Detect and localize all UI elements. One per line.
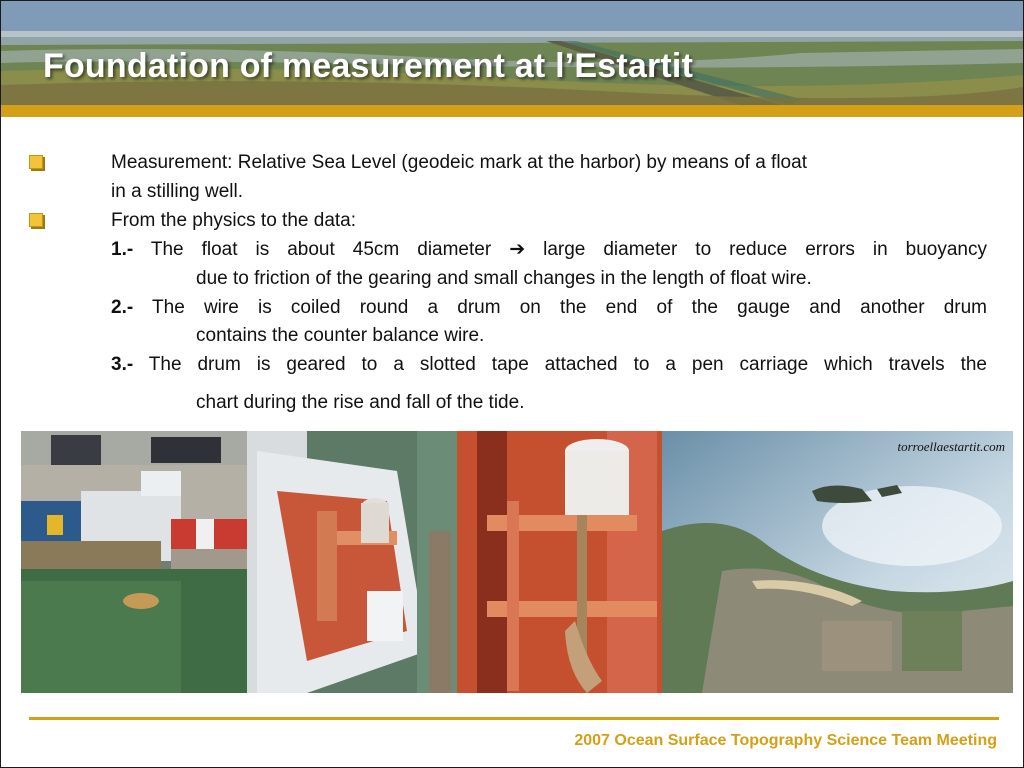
item-number: 1.- [111,239,134,260]
item-text: The wire is coiled round a drum on the end of the gauge and another drum [133,297,987,318]
header-banner [1,1,1023,105]
item-number: 2.- [111,297,134,318]
numbered-item-2 [111,294,987,323]
numbered-item-1 [111,236,987,265]
harbor-dock-photo [21,431,247,693]
header-accent-bar [1,105,1023,117]
bullet-marker [29,213,43,227]
photo-strip [21,431,1013,693]
bullet-text-line: Measurement: Relative Sea Level (geodeic mark at the harbor) by means of a float [111,152,807,173]
arrow-icon: ➔ [509,239,526,260]
footer-text: 2007 Ocean Surface Topography Science Team Meeting [574,732,997,749]
item-continuation: due to friction of the gearing and small changes in the length of float wire. [196,268,812,289]
stilling-well-photo [247,431,457,693]
item-text: The drum is geared to a slotted tape attached to a pen carriage which travels the [133,354,987,375]
footer-divider [29,717,999,720]
item-text: The float is about 45cm diameter [133,239,510,260]
item-number: 3.- [111,354,134,375]
slide-title: Foundation of measurement at l’Estartit [43,47,694,85]
numbered-item-3 [111,351,987,380]
item-continuation: chart during the rise and fall of the tide. [196,392,525,413]
drum-mechanism-photo [457,431,662,693]
item-text: large diameter to reduce errors in buoyancy [525,239,987,260]
photo-watermark: torroellaestartit.com [897,439,1005,454]
aerial-coast-photo [662,431,1013,693]
item-continuation: contains the counter balance wire. [196,325,485,346]
bullet-marker [29,155,43,169]
bullet-text-line: From the physics to the data: [111,210,357,231]
bullet-text-line: in a stilling well. [111,181,243,202]
